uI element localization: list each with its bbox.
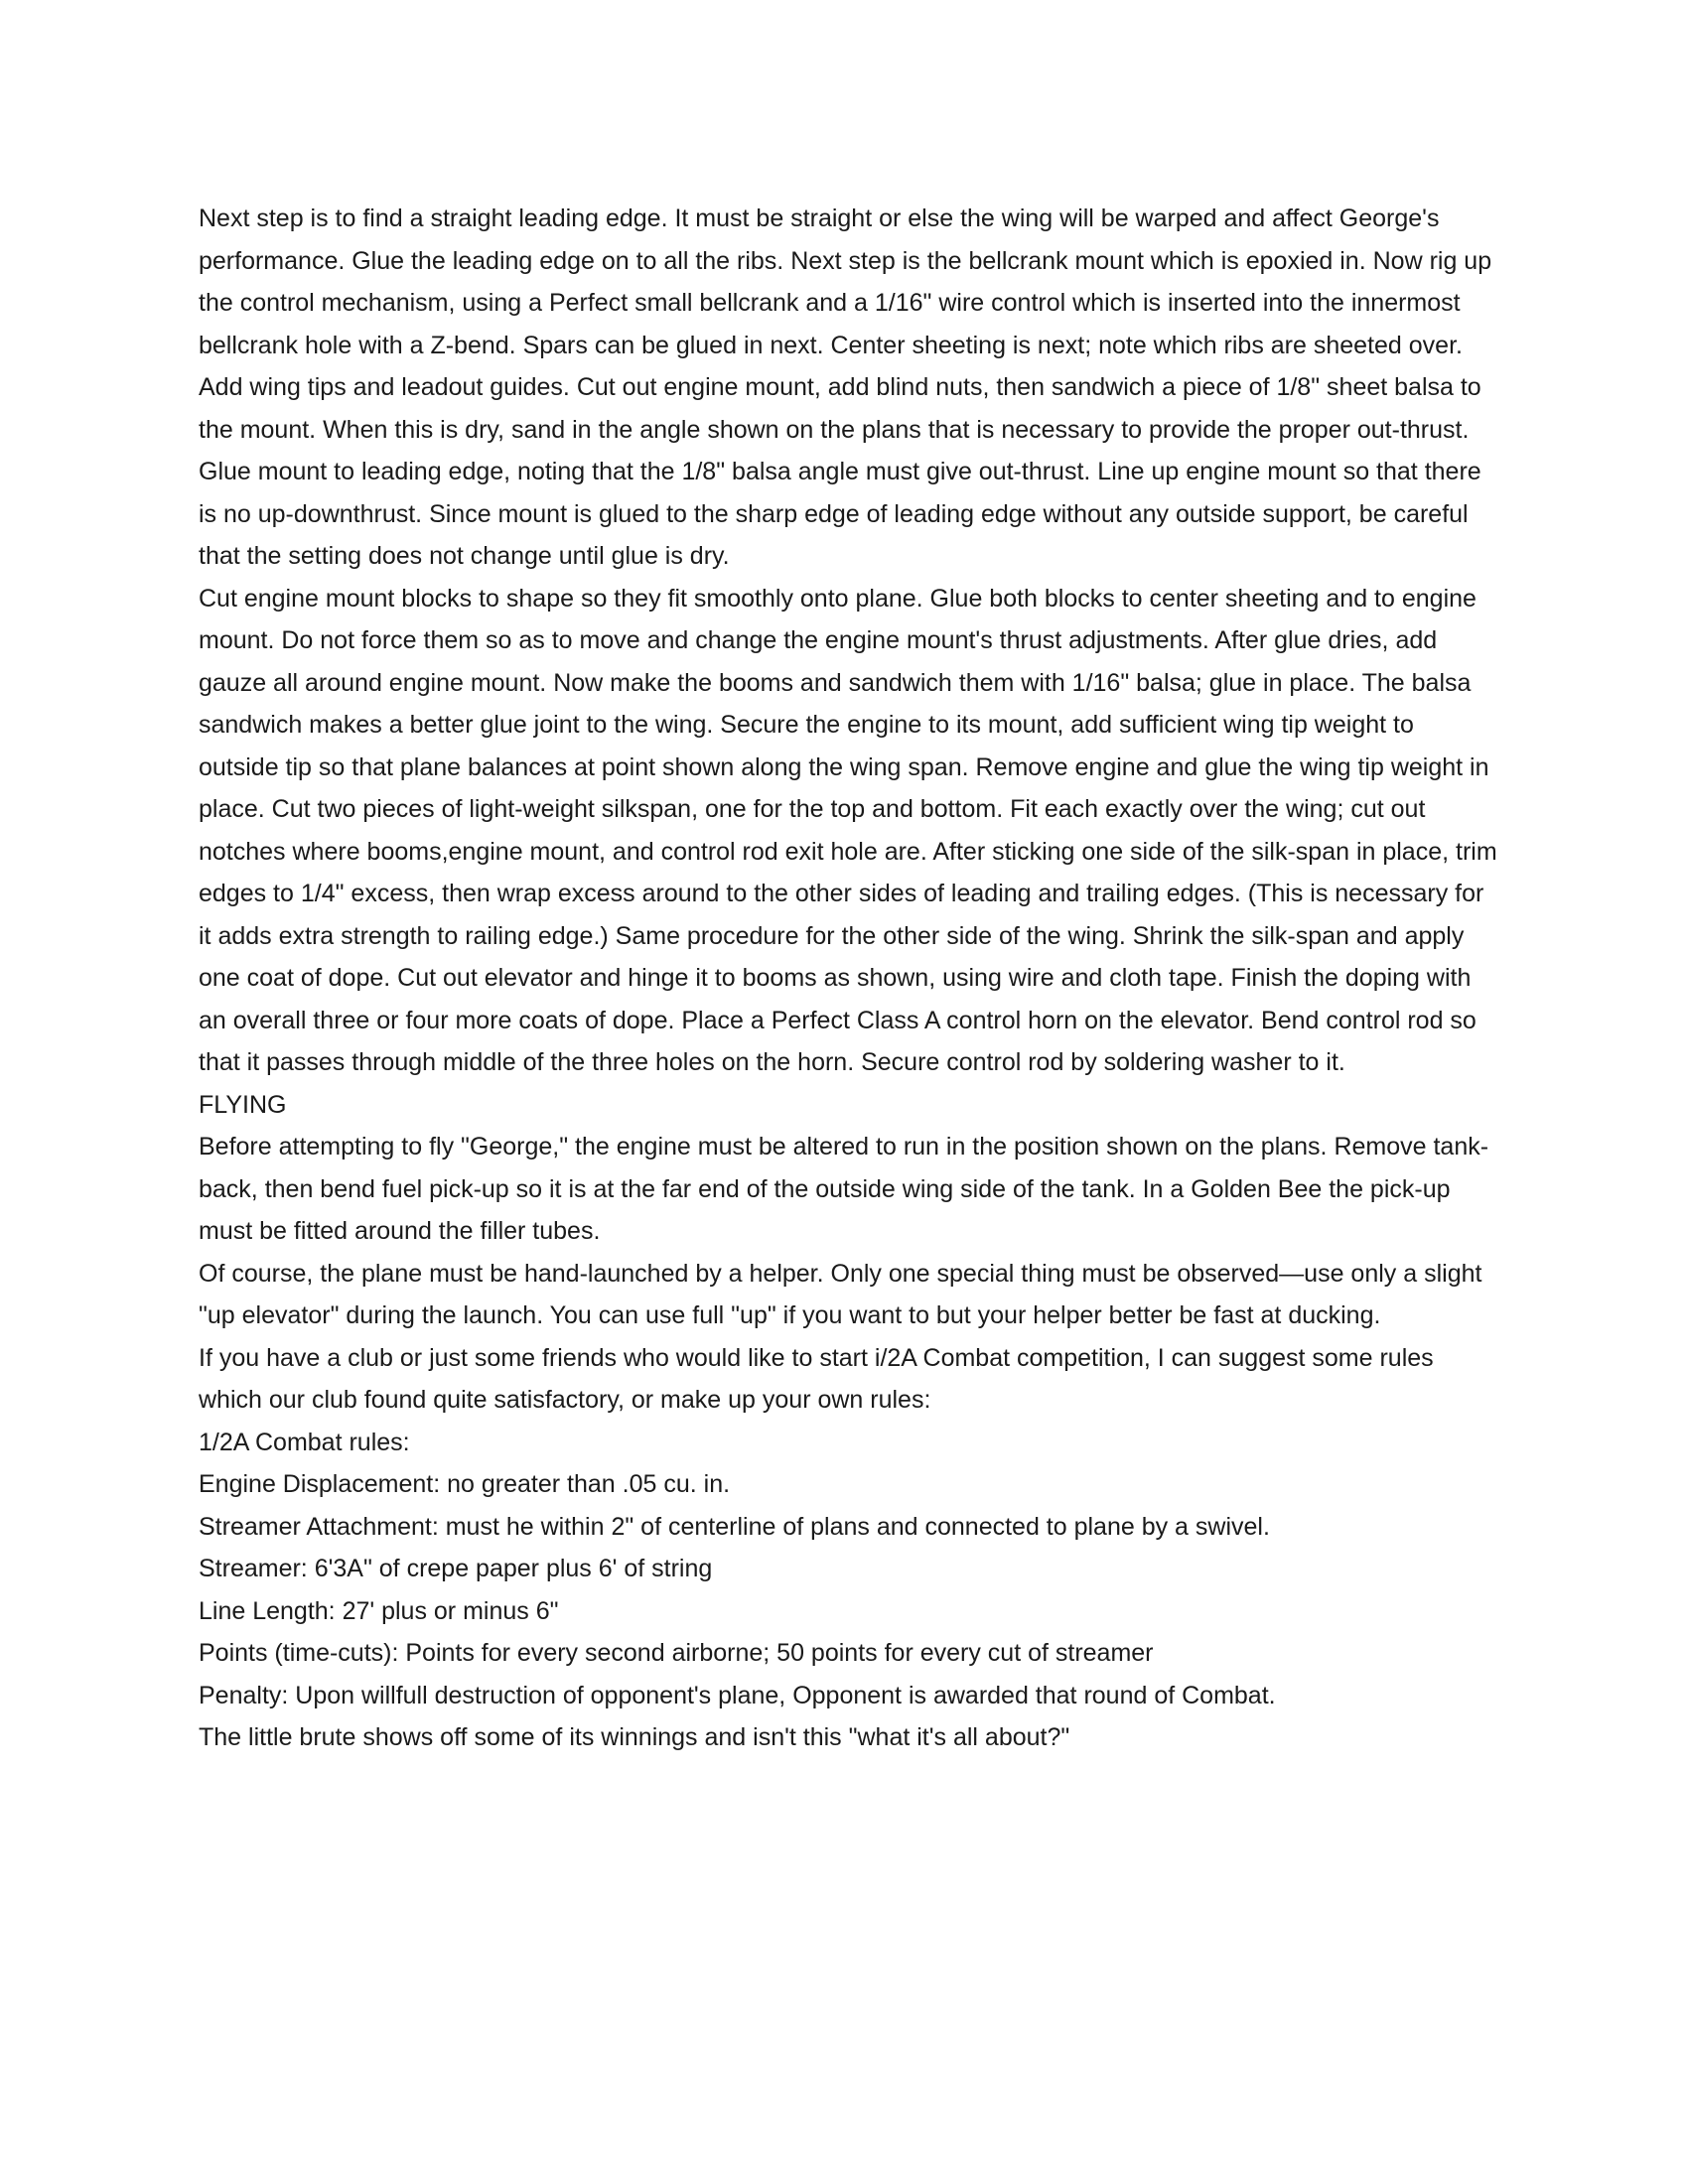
rule-points: Points (time-cuts): Points for every second airborne; 50 points for every cut of streamer [199, 1639, 1154, 1667]
paragraph-before-flying: Before attempting to fly "George," the engine must be altered to run in the position shown on the plans. Remove tank-back, then bend fuel pick-up so it is at the far end of the outside wing side of the tank. In a Golden Bee the pick-up must be fitted around the filler tubes. [199, 1133, 1489, 1245]
closing-caption: The little brute shows off some of its winnings and isn't this "what it's all about?" [199, 1723, 1070, 1751]
rule-streamer: Streamer: 6'3A" of crepe paper plus 6' of string [199, 1555, 713, 1582]
paragraph-club-rules-intro: If you have a club or just some friends who would like to start i/2A Combat competition, I can suggest some rules which our club found quite satisfactory, or make up your own rules: [199, 1343, 1434, 1414]
rule-penalty: Penalty: Upon willfull destruction of opponent's plane, Opponent is awarded that round of Combat. [199, 1681, 1276, 1709]
paragraph-leading-edge: Next step is to find a straight leading edge. It must be straight or else the wing will be warped and affect George's performance. Glue the leading edge on to all the ribs. Next step is the bellcrank mount which is epoxied in. Now rig up the control mechanism, using a Perfect small bellcrank and a 1/16" wire control which is inserted into the innermost bellcrank hole with a Z-bend. Spars can be glued in next. Center sheeting is next; note which ribs are sheeted over. Add wing tips and leadout guides. Cut out engine mount, add blind nuts, then sandwich a piece of 1/8" sheet balsa to the mount. When this is dry, sand in the angle shown on the plans that is necessary to provide the proper out-thrust. Glue mount to leading edge, noting that the 1/8" balsa angle must give out-thrust. Line up engine mount so that there is no up-downthrust. Since mount is glued to the sharp edge of leading edge without any outside support, be careful that the setting does not change until glue is dry. [199, 205, 1492, 570]
paragraph-hand-launch: Of course, the plane must be hand-launched by a helper. Only one special thing must be observed—use only a slight "up elevator" during the launch. You can use full "up" if you want to but your helper better be fast at ducking. [199, 1259, 1482, 1329]
rules-heading: 1/2A Combat rules: [199, 1428, 410, 1456]
document-body [199, 198, 1499, 1759]
section-heading-flying: FLYING [199, 1090, 287, 1119]
paragraph-engine-mount-blocks: Cut engine mount blocks to shape so they fit smoothly onto plane. Glue both blocks to center sheeting and to engine mount. Do not force them so as to move and change the engine mount's thrust adjustments. After glue dries, add gauze all around engine mount. Now make the booms and sandwich them with 1/16" balsa; glue in place. The balsa sandwich makes a better glue joint to the wing. Secure the engine to its mount, add sufficient wing tip weight to outside tip so that plane balances at point shown along the wing span. Remove engine and glue the wing tip weight in place. Cut two pieces of light-weight silkspan, one for the top and bottom. Fit each exactly over the wing; cut out notches where booms,engine mount, and control rod exit hole are. After sticking one side of the silk-span in place, trim edges to 1/4" excess, then wrap excess around to the other sides of leading and trailing edges. (This is necessary for it adds extra strength to railing edge.) Same procedure for the other side of the wing. Shrink the silk-span and apply one coat of dope. Cut out elevator and hinge it to booms as shown, using wire and cloth tape. Finish the doping with an overall three or four more coats of dope. Place a Perfect Class A control horn on the elevator. Bend control rod so that it passes through middle of the three holes on the horn. Secure control rod by soldering washer to it. [199, 584, 1497, 1076]
rule-line-length: Line Length: 27' plus or minus 6" [199, 1596, 559, 1625]
rule-streamer-attachment: Streamer Attachment: must he within 2" of centerline of plans and connected to plane by a swivel. [199, 1512, 1270, 1541]
rule-engine-displacement: Engine Displacement: no greater than .05 cu. in. [199, 1470, 731, 1498]
